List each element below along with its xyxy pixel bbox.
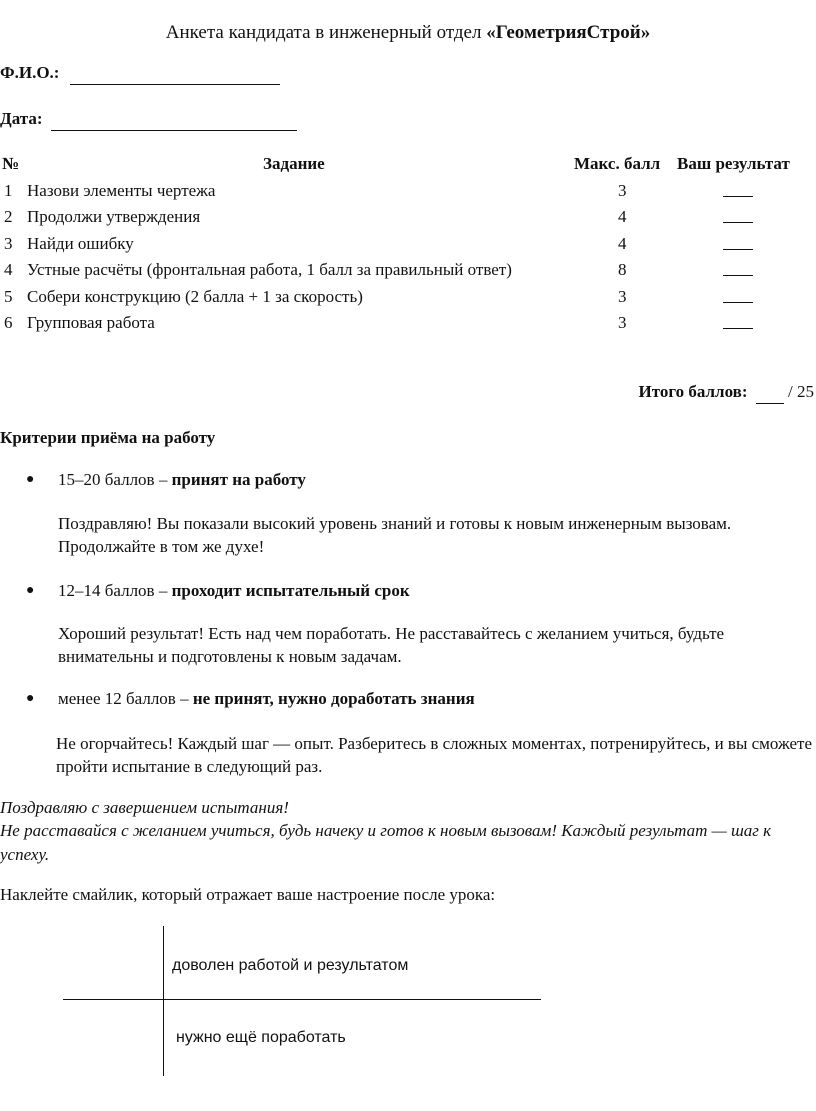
sticker-grid-divider-horizontal bbox=[63, 999, 541, 1000]
criteria-level bbox=[58, 688, 475, 711]
criteria-title: Критерии приёма на работу bbox=[0, 428, 216, 447]
level-text: Поздравляю! Вы показали высокий уровень знаний и готовы к новым инженерным вызовам. Продолжайте в том же духе! bbox=[58, 514, 732, 556]
level-text: Не огорчайтесь! Каждый шаг — опыт. Разберитесь в сложных моментах, потренируйтесь, и вы сможете пройти испытание в следующий раз. bbox=[56, 734, 813, 776]
row-num: 1 bbox=[4, 181, 13, 200]
title-prefix: Анкета кандидата в инженерный отдел bbox=[165, 22, 482, 43]
row-task: Найди ошибку bbox=[27, 234, 134, 253]
header-num: № bbox=[2, 154, 20, 173]
row-num: 2 bbox=[4, 207, 13, 226]
sticker-option-needs-work: нужно ещё поработать bbox=[176, 1029, 346, 1046]
sticker-prompt: Наклейте смайлик, который отражает ваше настроение после урока: bbox=[0, 885, 496, 904]
row-max: 4 bbox=[618, 207, 627, 226]
level-verdict: проходит испытательный срок bbox=[171, 581, 410, 600]
date-row bbox=[0, 108, 297, 131]
company-name: «ГеометрияСтрой» bbox=[486, 22, 651, 43]
total-label: Итого баллов: bbox=[638, 382, 748, 401]
page-title bbox=[0, 20, 816, 46]
header-task: Задание bbox=[263, 154, 325, 173]
sticker-option-satisfied: доволен работой и результатом bbox=[172, 957, 409, 974]
bullet-icon: ● bbox=[26, 583, 35, 598]
level-verdict: принят на работу bbox=[171, 470, 306, 489]
row-result-field[interactable] bbox=[723, 312, 753, 336]
criteria-level bbox=[58, 469, 306, 492]
row-max: 3 bbox=[618, 313, 627, 332]
row-max: 8 bbox=[618, 260, 627, 279]
sticker-grid-divider-vertical bbox=[163, 926, 164, 1076]
row-result-field[interactable] bbox=[723, 286, 753, 310]
level-range: 15–20 баллов – bbox=[58, 470, 168, 489]
bullet-icon: ● bbox=[26, 472, 35, 487]
fio-label: Ф.И.О.: bbox=[0, 63, 60, 82]
level-text: Хороший результат! Есть над чем поработать. Не расставайтесь с желанием учиться, будьте внимательны и подготовлены к новым задачам. bbox=[58, 624, 725, 666]
row-task: Групповая работа bbox=[27, 313, 155, 332]
fio-field[interactable] bbox=[70, 70, 280, 85]
row-max: 3 bbox=[618, 181, 627, 200]
total-max: / 25 bbox=[788, 382, 814, 401]
bullet-icon: ● bbox=[26, 691, 35, 706]
date-label: Дата: bbox=[0, 109, 43, 128]
row-task: Назови элементы чертежа bbox=[27, 181, 216, 200]
row-num: 4 bbox=[4, 260, 13, 279]
level-verdict: не принят, нужно доработать знания bbox=[192, 689, 475, 708]
level-range: менее 12 баллов – bbox=[58, 689, 189, 708]
row-result-field[interactable] bbox=[723, 206, 753, 230]
header-result: Ваш результат bbox=[677, 154, 790, 173]
closing-line-1: Поздравляю с завершением испытания! bbox=[0, 798, 289, 817]
header-max: Макс. балл bbox=[574, 154, 661, 173]
row-result-field[interactable] bbox=[723, 180, 753, 204]
row-task: Устные расчёты (фронтальная работа, 1 балл за правильный ответ) bbox=[27, 260, 512, 279]
row-task: Собери конструкцию (2 балла + 1 за скорость) bbox=[27, 287, 363, 306]
criteria-level bbox=[58, 580, 410, 603]
date-field[interactable] bbox=[51, 116, 297, 131]
total-row bbox=[638, 381, 814, 404]
row-result-field[interactable] bbox=[723, 233, 753, 257]
row-num: 6 bbox=[4, 313, 13, 332]
row-result-field[interactable] bbox=[723, 259, 753, 283]
closing-line-2: Не расставайся с желанием учиться, будь начеку и готов к новым вызовам! Каждый результат — шаг к успеху. bbox=[0, 821, 772, 864]
closing-message bbox=[0, 796, 816, 866]
total-field[interactable] bbox=[756, 389, 784, 404]
row-task: Продолжи утверждения bbox=[27, 207, 201, 226]
row-max: 4 bbox=[618, 234, 627, 253]
row-max: 3 bbox=[618, 287, 627, 306]
fio-row bbox=[0, 62, 280, 85]
row-num: 3 bbox=[4, 234, 13, 253]
row-num: 5 bbox=[4, 287, 13, 306]
level-range: 12–14 баллов – bbox=[58, 581, 168, 600]
